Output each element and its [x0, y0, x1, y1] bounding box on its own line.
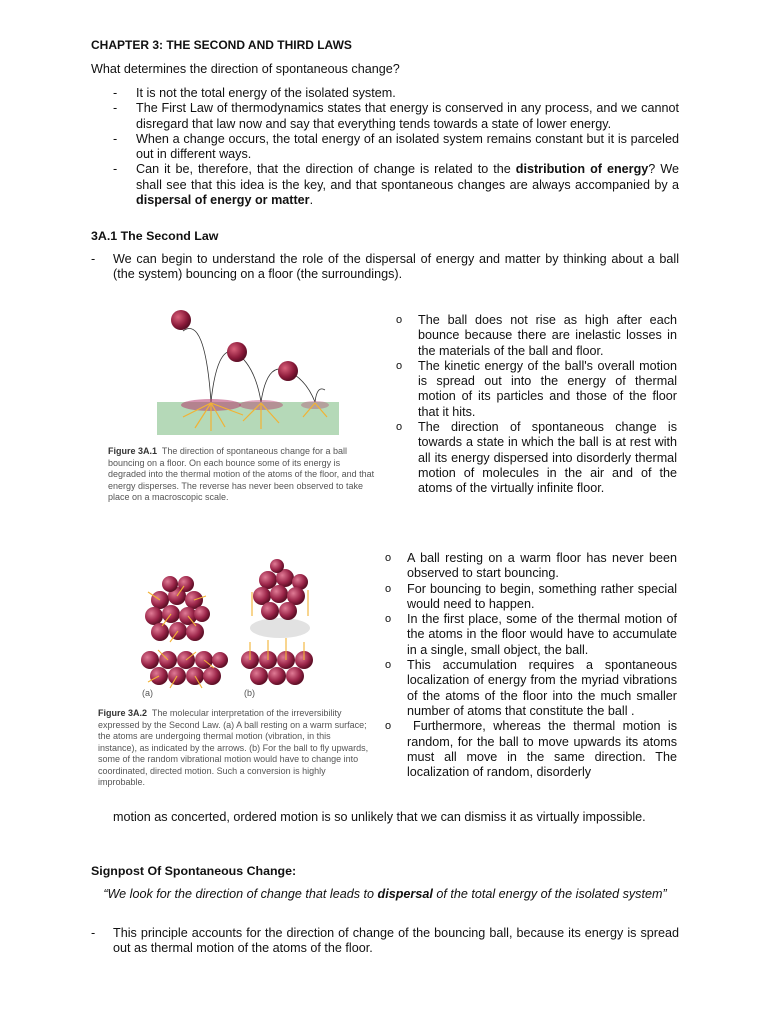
figure-1-caption	[108, 446, 378, 504]
dash-bullet: -	[113, 162, 118, 177]
final-point-list	[91, 926, 679, 957]
list-item: - Can it be, therefore, that the direction of change is related to the distribution of energy? We shall see that this idea is the key, and that spontaneous changes are always accompanied by a dispersal of energy or matter.	[113, 162, 679, 208]
chapter-title: CHAPTER 3: THE SECOND AND THIRD LAWS	[91, 38, 352, 52]
dash-bullet: -	[113, 86, 118, 100]
list-item: o The kinetic energy of the ball's overall motion is spread out into the energy of thermal motion of its particles and those of the floor that it hits.	[396, 358, 677, 419]
signpost-heading: Signpost Of Spontaneous Change:	[91, 864, 297, 878]
list-item: - We can begin to understand the role of the dispersal of energy and matter by thinking about a ball (the system) bouncing on a floor (the surroundings).	[91, 252, 679, 282]
list-item: o A ball resting on a warm floor has never been observed to start bouncing.	[385, 551, 677, 581]
list-item: o Furthermore, whereas the thermal motion is random, for the ball to move upwards its atoms must all move in the same direction. The localization of random, disorderly	[385, 719, 677, 780]
section-intro-list	[91, 252, 679, 283]
panel-b-label: (b)	[244, 688, 255, 698]
dash-bullet: -	[91, 926, 96, 940]
list-item: o For bouncing to begin, something rather special would need to happen.	[385, 581, 677, 611]
list-item: o This accumulation requires a spontaneous localization of energy from the myriad vibrations of the atoms of the floor into the much smaller number of atoms that constitute the ball .	[385, 658, 677, 718]
panel-a-label: (a)	[142, 688, 153, 698]
dash-bullet: -	[113, 101, 118, 116]
circle-bullet: o	[385, 720, 392, 733]
panel-b-ball-atoms	[253, 559, 308, 620]
ball-1	[171, 310, 191, 330]
dash-bullet: -	[91, 252, 96, 266]
figure-2-points	[383, 551, 677, 780]
circle-bullet: o	[385, 613, 392, 626]
list-item: o The ball does not rise as high after each bounce because there are inelastic losses in the materials of the ball and floor.	[396, 313, 677, 358]
guiding-question: What determines the direction of spontaneous change?	[91, 62, 400, 76]
list-item: - The First Law of thermodynamics states that energy is conserved in any process, and we cannot disregard that law now and say that everything tends towards a state of lower energy.	[113, 101, 679, 131]
signpost-quote: “We look for the direction of change that leads to dispersal of the total energy of the isolated system”	[103, 887, 667, 901]
list-item: - This principle accounts for the direction of change of the bouncing ball, because its energy is spread out as thermal motion of the atoms of the floor.	[91, 926, 679, 956]
circle-bullet: o	[396, 359, 403, 372]
list-item: o The direction of spontaneous change is towards a state in which the ball is at rest with all its energy dispersed into disorderly thermal motion of molecules in the air and of the atoms of the virtually infinite floor.	[396, 420, 677, 496]
figure-1-points	[394, 313, 677, 497]
molecular-interpretation-figure	[140, 556, 315, 701]
circle-bullet: o	[396, 421, 403, 434]
section-heading: 3A.1 The Second Law	[91, 229, 219, 243]
figure-1-label: Figure 3A.1	[108, 446, 158, 456]
panel-b-shadow	[250, 618, 310, 638]
circle-bullet: o	[385, 582, 392, 595]
dash-bullet: -	[113, 131, 118, 146]
figure-1-caption-text: The direction of spontaneous change for a ball bouncing on a floor. On each bounce some of its energy is degraded into the thermal motion of the atoms of the floor, and that energy disperses. The reverse has never been observed to take place on a macroscopic scale.	[108, 446, 375, 502]
figure-2-caption-text: The molecular interpretation of the irreversibility expressed by the Second Law. (a) A ball resting on a warm surface; the atoms are undergoing thermal motion (vibration, in this instance), as indicated by the arrows. (b) For the ball to fly upwards, some of the random vibrational motion would have to change into coordinated, directed motion. Such a conversion is highly improbable.	[98, 708, 369, 787]
figure-2-label: Figure 3A.2	[98, 708, 148, 718]
circle-bullet: o	[385, 659, 392, 672]
list-item: - When a change occurs, the total energy of an isolated system remains constant but it is parceled out in different ways.	[113, 131, 679, 162]
trajectory-lines	[183, 329, 325, 402]
circle-bullet: o	[385, 552, 392, 564]
ball-2	[227, 342, 247, 362]
last-point-continuation: motion as concerted, ordered motion is so unlikely that we can dismiss it as virtually impossible.	[113, 810, 646, 824]
list-item: o In the first place, some of the thermal motion of the atoms in the floor would have to accumulate in a single, small object, the ball.	[385, 612, 677, 657]
circle-bullet: o	[396, 314, 403, 326]
list-item: - It is not the total energy of the isolated system.	[113, 86, 396, 100]
panel-a-floor-atoms	[141, 651, 228, 685]
panel-b-floor-atoms	[241, 651, 313, 685]
intro-points-list	[91, 86, 679, 208]
bouncing-ball-figure	[155, 305, 341, 435]
figure-2-caption	[98, 708, 370, 789]
ball-3	[278, 361, 298, 381]
